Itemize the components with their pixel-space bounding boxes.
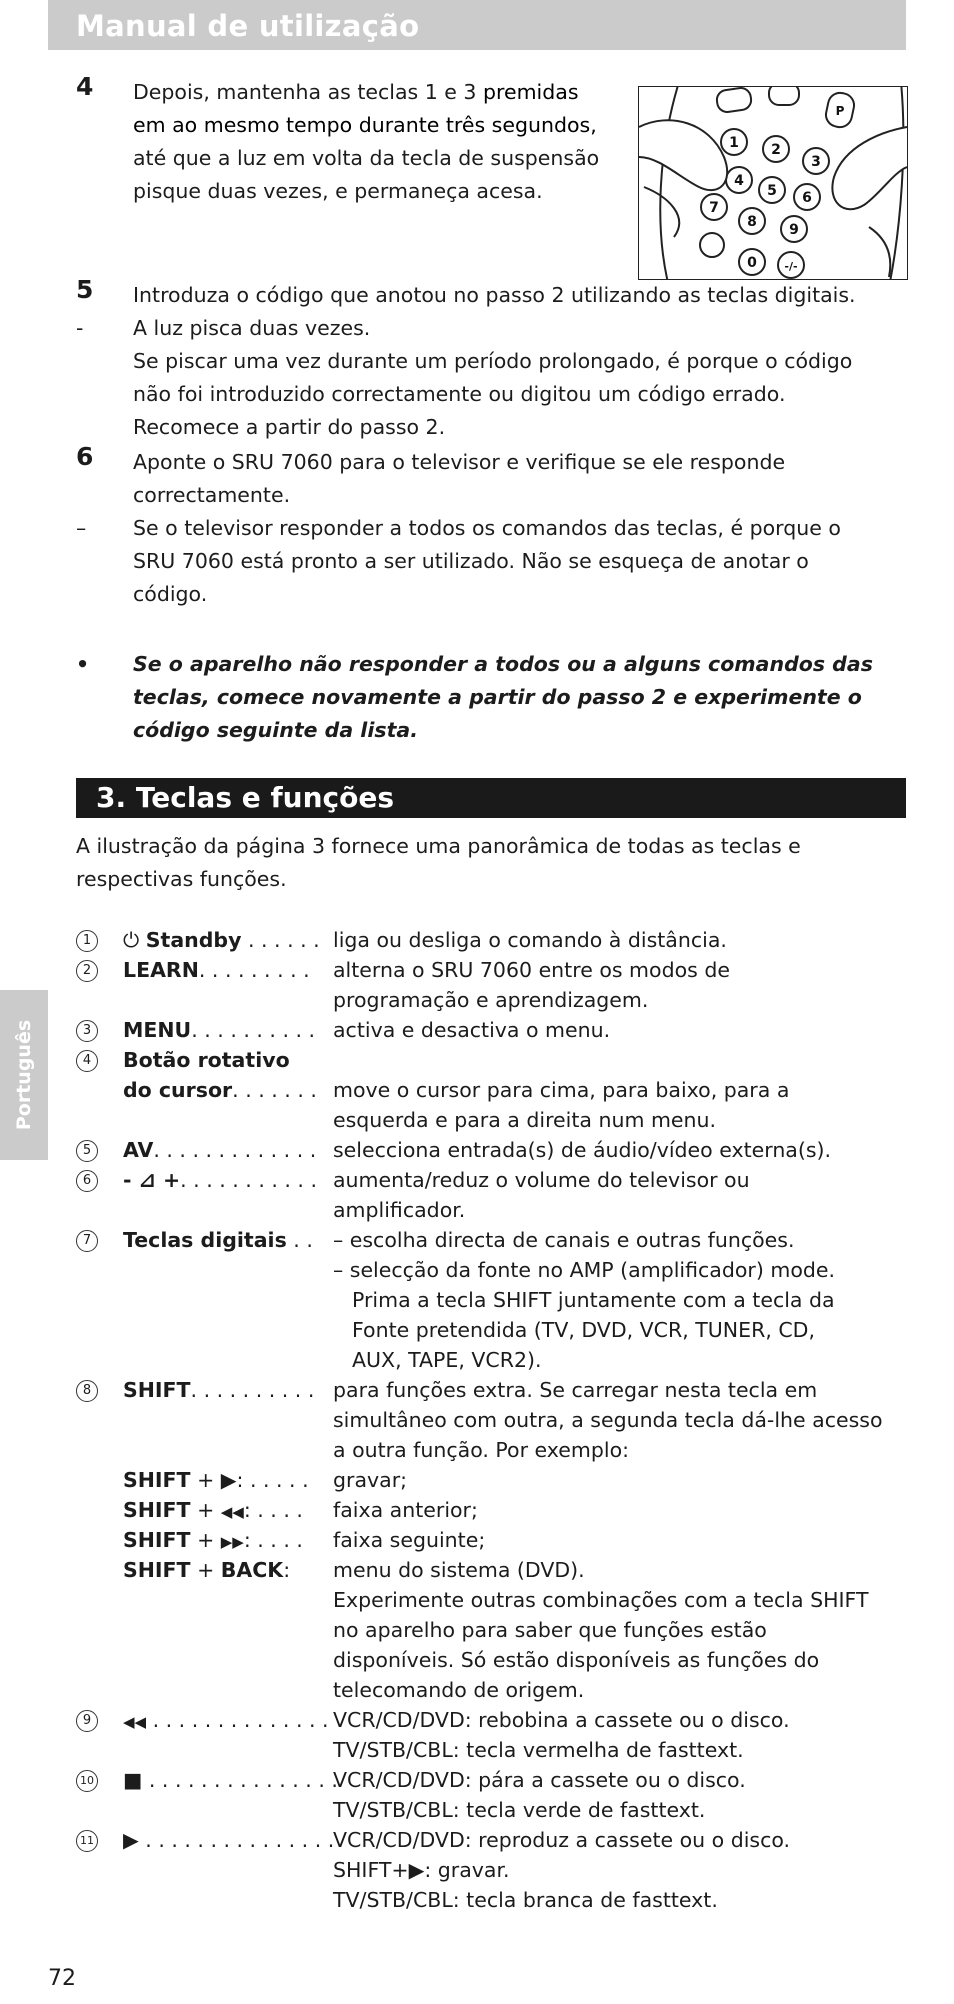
key-label (123, 1014, 315, 1047)
step-4-line (133, 109, 597, 142)
key-name: SHIFT (123, 1528, 191, 1552)
key-description: SHIFT+▶: gravar. (333, 1858, 510, 1882)
step-4-line: pisque duas vezes, e permaneça acesa. (133, 179, 543, 203)
play-icon: ▶ (220, 1468, 237, 1492)
leader-dots: . . . . . . . . . . (191, 1018, 316, 1042)
key-description: move o cursor para cima, para baixo, para a (333, 1078, 790, 1102)
key-name: SHIFT (123, 1558, 191, 1582)
step-5-dash: - (76, 316, 84, 340)
key-label (123, 1374, 314, 1407)
remote-button-label: 4 (734, 173, 744, 189)
step-4-number: 4 (76, 72, 94, 101)
key-description: VCR/CD/DVD: reproduz a cassete ou o disco. (333, 1828, 791, 1852)
key-description: TV/STB/CBL: tecla branca de fasttext. (333, 1888, 718, 1912)
key-description: VCR/CD/DVD: pára a cassete ou o disco. (333, 1768, 746, 1792)
key-name: AV (123, 1138, 154, 1162)
key-description: liga ou desliga o comando à distância. (333, 928, 727, 952)
step-6-line: correctamente. (133, 483, 291, 507)
key-name: do cursor (123, 1078, 233, 1102)
key-name: SHIFT (123, 1468, 191, 1492)
remote-button-label: 2 (771, 142, 781, 158)
leader-dots: . . . . . . . . . (198, 958, 310, 982)
key-number-circle: 5 (76, 1140, 98, 1162)
key-number-circle: 6 (76, 1170, 98, 1192)
step-4-text: , (590, 113, 597, 137)
step-4-line (133, 76, 579, 109)
plus-sign: + (190, 1528, 221, 1552)
remote-button-label: P (835, 104, 845, 118)
key-description: VCR/CD/DVD: rebobina a cassete ou o disco. (333, 1708, 790, 1732)
key-name: BACK (220, 1558, 284, 1582)
rewind-icon: ◀◀ (220, 1503, 244, 1521)
key-description: amplificador. (333, 1198, 466, 1222)
key-name: Teclas digitais (123, 1228, 287, 1252)
leader-dots: . . . . . . . . . . (190, 1378, 315, 1402)
leader-dots: . . . . . . . . . . . . . . . (142, 1768, 338, 1792)
step-4-line: até que a luz em volta da tecla de suspensão (133, 146, 600, 170)
key-description: programação e aprendizagem. (333, 988, 649, 1012)
remote-keypad-illustration (638, 86, 908, 280)
leader-dots: . . . . . . . . . . . . . . (146, 1708, 329, 1732)
remote-keypad-drawing (639, 87, 907, 279)
key-label (123, 1074, 317, 1107)
step-5-line: Se piscar uma vez durante um período prolongado, é porque o código (133, 349, 853, 373)
remote-button-label: 8 (747, 214, 757, 230)
key-label (123, 1134, 316, 1167)
page-header-title: Manual de utilização (76, 9, 420, 43)
key-name: SHIFT (123, 1378, 191, 1402)
step-6-dash: – (76, 516, 87, 540)
key-description: faixa anterior; (333, 1498, 478, 1522)
key-description: simultâneo com outra, a segunda tecla dá-lhe acesso (333, 1408, 883, 1432)
step-6-line: SRU 7060 está pronto a ser utilizado. Não se esqueça de anotar o (133, 549, 809, 573)
remote-button-label: 6 (802, 190, 812, 206)
key-description: no aparelho para saber que funções estão (333, 1618, 767, 1642)
key-label (123, 1764, 338, 1797)
step-5-line: A luz pisca duas vezes. (133, 316, 371, 340)
key-description: – selecção da fonte no AMP (amplificador) mode. (333, 1258, 836, 1282)
key-label (123, 1824, 334, 1857)
intro-line: A ilustração da página 3 fornece uma panorâmica de todas as teclas e (76, 834, 801, 858)
leader-dots: : (283, 1558, 291, 1582)
remote-button-label: 9 (789, 222, 799, 238)
remote-button-label: 3 (811, 154, 821, 170)
remote-button-label: 5 (767, 183, 777, 199)
key-name: SHIFT (123, 1498, 191, 1522)
step-5-line: Recomece a partir do passo 2. (133, 415, 446, 439)
key-label (123, 1224, 313, 1257)
step-5-line: não foi introduzido correctamente ou digitou um código errado. (133, 382, 786, 406)
step-5-line: Introduza o código que anotou no passo 2 utilizando as teclas digitais. (133, 283, 856, 307)
leader-dots: : . . . . (243, 1528, 303, 1552)
step-6-line: Aponte o SRU 7060 para o televisor e verifique se ele responde (133, 450, 786, 474)
key-description: esquerda e para a direita num menu. (333, 1108, 717, 1132)
step-5-number: 5 (76, 275, 94, 304)
key-name: MENU (123, 1018, 192, 1042)
key-description: activa e desactiva o menu. (333, 1018, 611, 1042)
power-icon: ⏻ (123, 928, 140, 952)
key-description: menu do sistema (DVD). (333, 1558, 585, 1582)
leader-dots: . . . . . . . . . . . . . (153, 1138, 317, 1162)
key-description: faixa seguinte; (333, 1528, 486, 1552)
plus-sign: + (190, 1498, 221, 1522)
rewind-icon: ◀◀ (123, 1713, 147, 1731)
remote-button-label: -/- (784, 260, 798, 273)
remote-button-label: 0 (747, 255, 757, 271)
leader-dots: . . . . . . . . . . . . . . . (138, 1828, 335, 1852)
key-number-circle: 7 (76, 1230, 98, 1252)
key-label (123, 1164, 317, 1197)
key-number-circle: 10 (76, 1770, 98, 1792)
leader-dots: . . . . . . (241, 928, 320, 952)
key-description: aumenta/reduz o volume do televisor ou (333, 1168, 750, 1192)
shift-combo (123, 1464, 309, 1497)
key-number-circle: 2 (76, 960, 98, 982)
step-6-number: 6 (76, 442, 94, 471)
key-description: Experimente outras combinações com a tecla SHIFT (333, 1588, 869, 1612)
shift-combo (123, 1554, 290, 1587)
step-6-line: código. (133, 582, 208, 606)
key-description: TV/STB/CBL: tecla verde de fasttext. (333, 1798, 706, 1822)
key-number-circle: 1 (76, 930, 98, 952)
step-4-emphasis: em ao mesmo tempo durante três segundos (133, 113, 591, 137)
key-description: alterna o SRU 7060 entre os modos de (333, 958, 730, 982)
section-title: 3. Teclas e funções (96, 781, 395, 814)
key-name: LEARN (123, 958, 199, 982)
step-4-emphasis: premidas (482, 80, 579, 104)
key-description: – escolha directa de canais e outras funções. (333, 1228, 795, 1252)
plus-sign: + (190, 1468, 221, 1492)
leader-dots: . . . . . . . . . . . (180, 1168, 317, 1192)
fast-forward-icon: ▶▶ (220, 1533, 244, 1551)
page-number: 72 (48, 1966, 76, 1991)
remote-button-label: 7 (709, 200, 719, 216)
key-description: disponíveis. Só estão disponíveis as funções do (333, 1648, 820, 1672)
language-label: Português (13, 1019, 35, 1131)
leader-dots: : . . . . (243, 1498, 303, 1522)
note-line: teclas, comece novamente a partir do passo 2 e experimente o (133, 685, 862, 709)
key-number-circle: 4 (76, 1050, 98, 1072)
note-line: Se o aparelho não responder a todos ou a alguns comandos das (133, 652, 873, 676)
plus-sign: + (190, 1558, 221, 1582)
key-description: AUX, TAPE, VCR2). (352, 1348, 542, 1372)
play-icon: ▶ (123, 1828, 139, 1852)
key-description: selecciona entrada(s) de áudio/vídeo externa(s). (333, 1138, 832, 1162)
key-number-circle: 8 (76, 1380, 98, 1402)
leader-dots: . . . . . . . (232, 1078, 317, 1102)
intro-line: respectivas funções. (76, 867, 287, 891)
key-number-circle: 3 (76, 1020, 98, 1042)
leader-dots: . . (286, 1228, 313, 1252)
key-number-circle: 11 (76, 1830, 98, 1852)
step-6-line: Se o televisor responder a todos os comandos das teclas, é porque o (133, 516, 841, 540)
key-description: TV/STB/CBL: tecla vermelha de fasttext. (333, 1738, 744, 1762)
key-name: Standby (145, 928, 242, 952)
language-side-tab (0, 990, 48, 1160)
leader-dots: : . . . . . (236, 1468, 309, 1492)
key-description: Fonte pretendida (TV, DVD, VCR, TUNER, CD, (352, 1318, 815, 1342)
key-description: para funções extra. Se carregar nesta tecla em (333, 1378, 818, 1402)
key-label (123, 924, 320, 957)
key-name: Botão rotativo (123, 1048, 290, 1072)
note-line: código seguinte da lista. (133, 718, 418, 742)
key-description: telecomando de origem. (333, 1678, 585, 1702)
key-description: gravar; (333, 1468, 408, 1492)
key-description: a outra função. Por exemplo: (333, 1438, 630, 1462)
step-4-text: Depois, mantenha as teclas 1 e 3 (133, 80, 483, 104)
stop-icon: ■ (123, 1768, 143, 1792)
volume-icon: - ⊿ + (123, 1168, 181, 1192)
key-label (123, 1704, 329, 1739)
key-label (123, 954, 310, 987)
note-bullet: • (76, 652, 90, 676)
key-number-circle: 9 (76, 1710, 98, 1732)
key-description: Prima a tecla SHIFT juntamente com a tecla da (352, 1288, 835, 1312)
remote-button-label: 1 (729, 135, 739, 151)
